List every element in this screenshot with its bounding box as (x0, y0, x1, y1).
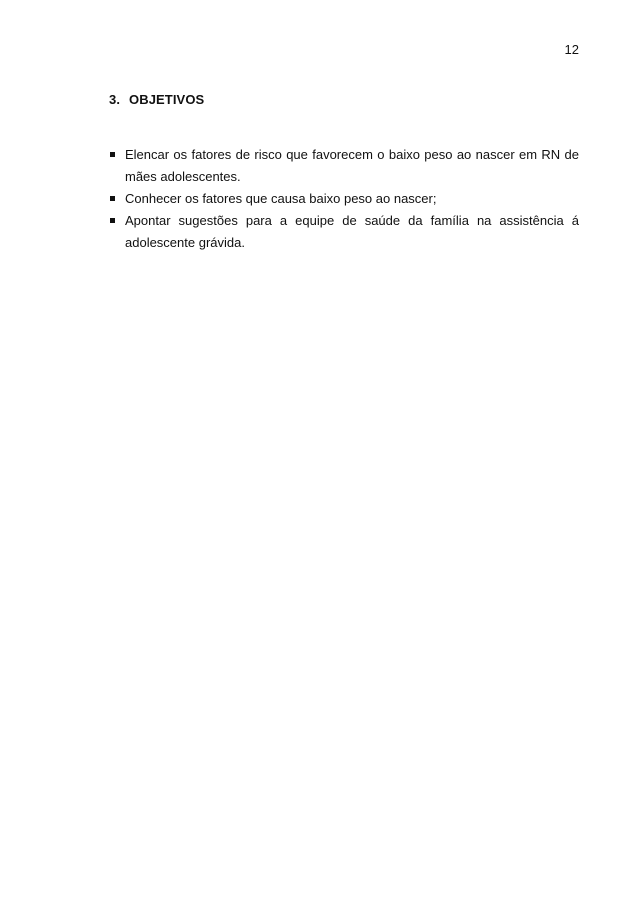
square-bullet-icon (110, 196, 115, 201)
square-bullet-icon (110, 152, 115, 157)
objective-text: Apontar sugestões para a equipe de saúde da família na assistência á adolescente grávida. (125, 213, 579, 250)
objective-text: Conhecer os fatores que causa baixo peso ao nascer; (125, 191, 437, 206)
list-item (109, 188, 579, 210)
section-title: OBJETIVOS (129, 92, 205, 107)
objectives-list (109, 144, 579, 254)
list-item (109, 210, 579, 254)
page-number: 12 (564, 42, 579, 57)
list-item (109, 144, 579, 188)
square-bullet-icon (110, 218, 115, 223)
objective-text: Elencar os fatores de risco que favorecem o baixo peso ao nascer em RN de mães adolescentes. (125, 147, 579, 184)
section-number: 3. (109, 92, 121, 107)
section-heading (109, 92, 204, 108)
